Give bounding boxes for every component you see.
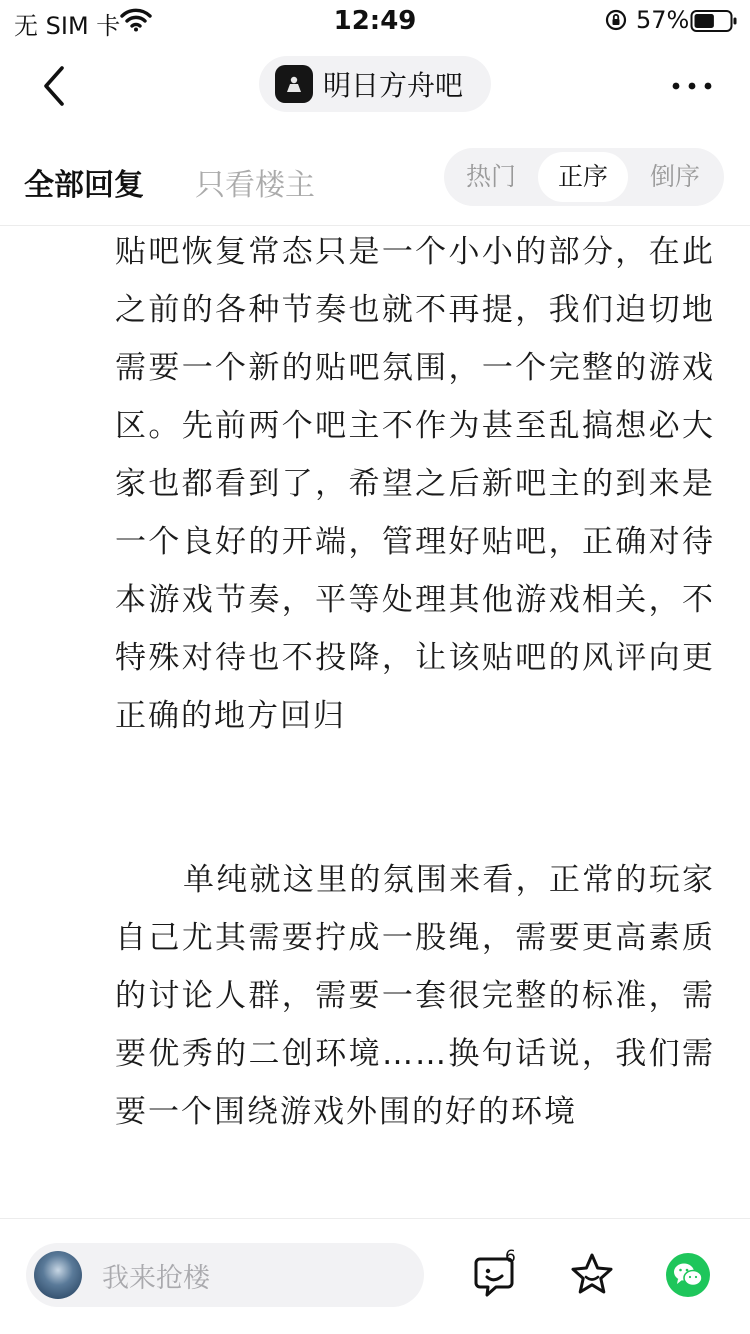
forum-avatar [275,65,313,103]
tab-all-replies[interactable]: 全部回复 [24,168,144,203]
battery-icon [690,9,738,39]
sort-hot-button[interactable]: 热门 [465,162,516,191]
chevron-left-icon [38,62,74,110]
forum-logo-icon [283,73,305,95]
post-paragraph: 单纯就这里的氛围来看，正常的玩家自己尤其需要拧成一股绳，需要更高素质的讨论人群，需要一套很完整的标准，需要优秀的二创环境……换句话说，我们需要一个围绕游戏外围的好的环境 [115,862,715,1130]
more-button[interactable] [670,68,714,104]
forum-name: 明日方舟吧 [323,69,464,102]
wechat-share-button[interactable] [666,1253,710,1297]
more-dots-icon [670,68,714,104]
reply-input[interactable] [26,1243,424,1307]
status-bar [0,0,750,44]
post-paragraph: 贴吧恢复常态只是一个小小的部分，在此之前的各种节奏也就不再提，我们迫切地需要一个新的贴吧氛围，一个完整的游戏区。先前两个吧主不作为甚至乱搞想必大家也都看到了，希望之后新吧主的到来是一个良好的开端，管理好贴吧，正确对待本游戏节奏，平等处理其他游戏相关，不特殊对待也不投降，让该贴吧的风评向更正确的地方回归 [115,234,715,734]
bottom-action-bar [0,1218,750,1334]
nav-bar [0,44,750,130]
orientation-lock-icon [604,8,628,38]
forum-pill[interactable] [259,56,491,112]
post-content [0,226,750,1218]
sort-ascending-button[interactable]: 正序 [538,152,628,202]
sort-segmented-control [444,148,724,206]
clock: 12:49 [333,6,417,36]
tab-owner-only[interactable]: 只看楼主 [195,168,315,203]
star-icon [568,1251,616,1299]
wechat-icon [672,1261,704,1289]
favorite-button[interactable] [568,1251,616,1299]
battery-percent: 57% [636,6,690,34]
sort-descending-button[interactable]: 倒序 [649,162,700,191]
emoji-count-badge: 6 [505,1247,516,1267]
reply-placeholder: 我来抢楼 [102,1262,210,1294]
carrier-label: 无 SIM 卡 [14,12,121,40]
back-button[interactable] [38,62,74,110]
user-avatar [34,1251,82,1299]
reply-filter-bar [0,130,750,226]
